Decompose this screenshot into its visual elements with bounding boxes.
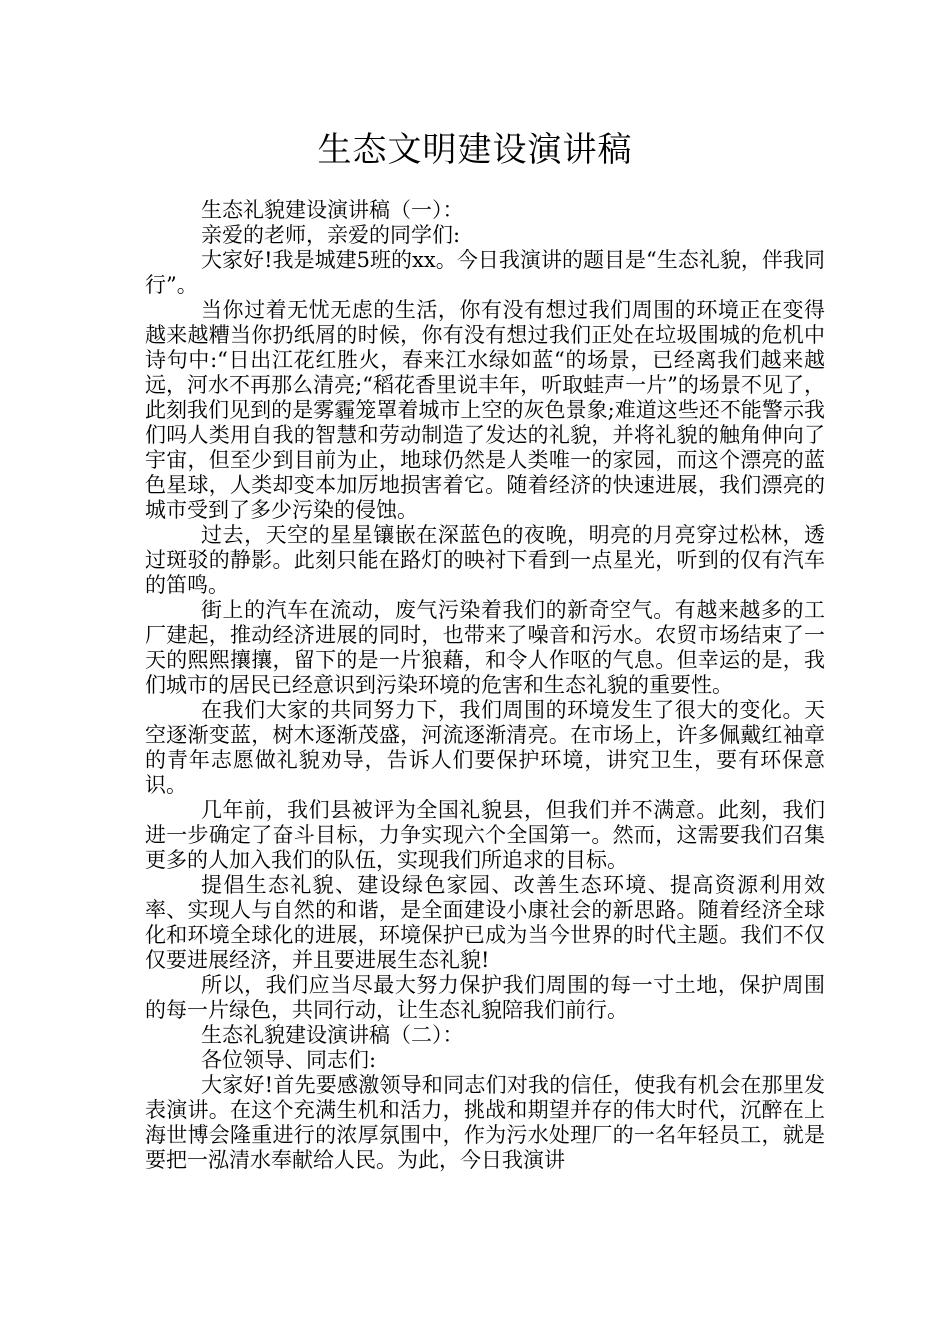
paragraph: 生态礼貌建设演讲稿（一）： <box>201 198 464 222</box>
document-body <box>145 198 825 1173</box>
paragraph: 所以，我们应当尽最大努力保护我们周围的每一寸土地，保护周围的每一片绿色，共同行动，让生态礼貌陪我们前行。 <box>145 973 825 1022</box>
paragraph: 大家好!首先要感激领导和同志们对我的信任，使我有机会在那里发表演讲。在这个充满生机和活力，挑战和期望并存的伟大时代，沉醉在上海世博会隆重进行的浓厚氛围中，作为污水处理厂的一名年轻员工，就是要把一泓清水奉献给人民。为此，今日我演讲 <box>145 1073 825 1172</box>
paragraph: 街上的汽车在流动，废气污染着我们的新奇空气。有越来越多的工厂建起，推动经济进展的同时，也带来了噪音和污水。农贸市场结束了一天的熙熙攘攘，留下的是一片狼藉，和令人作呕的气息。但幸运的是，我们城市的居民已经意识到污染环境的危害和生态礼貌的重要性。 <box>145 598 825 697</box>
paragraph: 过去，天空的星星镶嵌在深蓝色的夜晚，明亮的月亮穿过松林，透过斑驳的静影。此刻只能在路灯的映衬下看到一点星光，听到的仅有汽车的笛鸣。 <box>145 523 825 597</box>
paragraph: 大家好!我是城建5班的xx。今日我演讲的题目是“生态礼貌，伴我同行”。 <box>145 248 825 297</box>
paragraph: 亲爱的老师，亲爱的同学们: <box>201 223 461 247</box>
document-title: 生态文明建设演讲稿 <box>317 130 633 170</box>
paragraph: 当你过着无忧无虑的生活，你有没有想过我们周围的环境正在变得越来越糟当你扔纸屑的时候，你有没有想过我们正处在垃圾围城的危机中诗句中:“日出江花红胜火，春来江水绿如蓝“的场景，已经离我们越来越远，河水不再那么清亮;“稻花香里说丰年，听取蛙声一片”的场景不见了，此刻我们见到的是雾霾笼罩着城市上空的灰色景象;难道这些还不能警示我们吗人类用自我的智慧和劳动制造了发达的礼貌，并将礼貌的触角伸向了宇宙，但至少到目前为止，地球仍然是人类唯一的家园，而这个漂亮的蓝色星球，人类却变本加厉地损害着它。随着经济的快速进展，我们漂亮的城市受到了多少污染的侵蚀。 <box>145 298 825 522</box>
paragraph: 各位领导、同志们: <box>201 1048 377 1072</box>
paragraph: 几年前，我们县被评为全国礼貌县，但我们并不满意。此刻，我们进一步确定了奋斗目标，力争实现六个全国第一。然而，这需要我们召集更多的人加入我们的队伍，实现我们所追求的目标。 <box>145 798 825 872</box>
paragraph: 生态礼貌建设演讲稿（二）： <box>201 1023 464 1047</box>
paragraph: 提倡生态礼貌、建设绿色家园、改善生态环境、提高资源利用效率、实现人与自然的和谐，是全面建设小康社会的新思路。随着经济全球化和环境全球化的进展，环境保护已成为当今世界的时代主题。我们不仅仅要进展经济，并且要进展生态礼貌! <box>145 873 825 972</box>
paragraph: 在我们大家的共同努力下，我们周围的环境发生了很大的变化。天空逐渐变蓝，树木逐渐茂盛，河流逐渐清亮。在市场上，许多佩戴红袖章的青年志愿做礼貌劝导，告诉人们要保护环境，讲究卫生，要有环保意识。 <box>145 698 825 797</box>
